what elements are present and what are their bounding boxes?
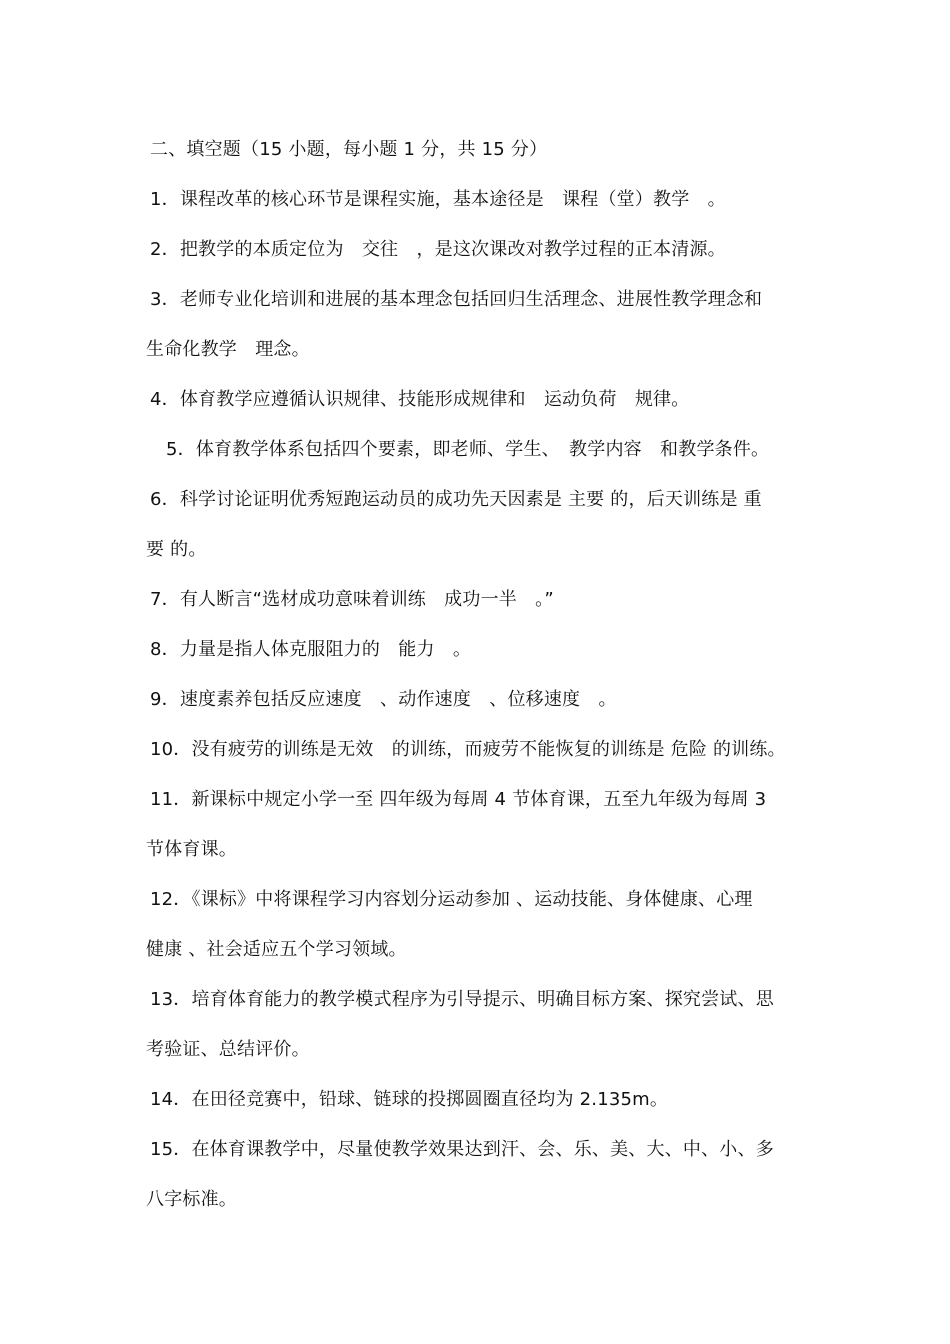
text-line-q6-cont: 要 的。 <box>146 539 207 560</box>
text-line-q1: 1．课程改革的核心环节是课程实施，基本途径是 课程（堂）教学 。 <box>150 189 726 210</box>
text-line-q14: 14．在田径竞赛中，铅球、链球的投掷圆圈直径均为 2.135m。 <box>150 1089 669 1110</box>
text-line-q2: 2．把教学的本质定位为 交往 ，是这次课改对教学过程的正本清源。 <box>150 239 726 260</box>
text-line-q4: 4．体育教学应遵循认识规律、技能形成规律和 运动负荷 规律。 <box>150 389 690 410</box>
text-line-q13-cont: 考验证、总结评价。 <box>146 1039 310 1060</box>
text-line-q12: 12．《课标》中将课程学习内容划分运动参加 、运动技能、身体健康、心理 <box>150 889 753 910</box>
text-line-q6: 6．科学讨论证明优秀短跑运动员的成功先天因素是 主要 的，后天训练是 重 <box>150 489 762 510</box>
text-line-q10: 10．没有疲劳的训练是无效 的训练，而疲劳不能恢复的训练是 危险 的训练。 <box>150 739 786 760</box>
text-line-q12-cont: 健康 、社会适应五个学习领域。 <box>146 939 407 960</box>
section-title: 二、填空题（15 小题，每小题 1 分，共 15 分） <box>150 139 548 160</box>
text-line-q13: 13．培育体育能力的教学模式程序为引导提示、明确目标方案、探究尝试、思 <box>150 989 774 1010</box>
text-line-q7: 7．有人断言“选材成功意味着训练 成功一半 。” <box>150 589 554 610</box>
text-line-q3: 3．老师专业化培训和进展的基本理念包括回归生活理念、进展性教学理念和 <box>150 289 763 310</box>
text-line-q15-cont: 八字标准。 <box>146 1189 237 1210</box>
text-line-q8: 8．力量是指人体克服阻力的 能力 。 <box>150 639 472 660</box>
text-line-q3-cont: 生命化教学 理念。 <box>146 339 310 360</box>
text-line-q11: 11．新课标中规定小学一至 四年级为每周 4 节体育课，五至九年级为每周 3 <box>150 789 767 810</box>
text-line-q5: 5．体育教学体系包括四个要素，即老师、学生、 教学内容 和教学条件。 <box>166 439 770 460</box>
text-line-q11-cont: 节体育课。 <box>146 839 237 860</box>
text-line-q15: 15．在体育课教学中，尽量使教学效果达到汗、会、乐、美、大、中、小、多 <box>150 1139 774 1160</box>
text-line-q9: 9．速度素养包括反应速度 、动作速度 、位移速度 。 <box>150 689 617 710</box>
